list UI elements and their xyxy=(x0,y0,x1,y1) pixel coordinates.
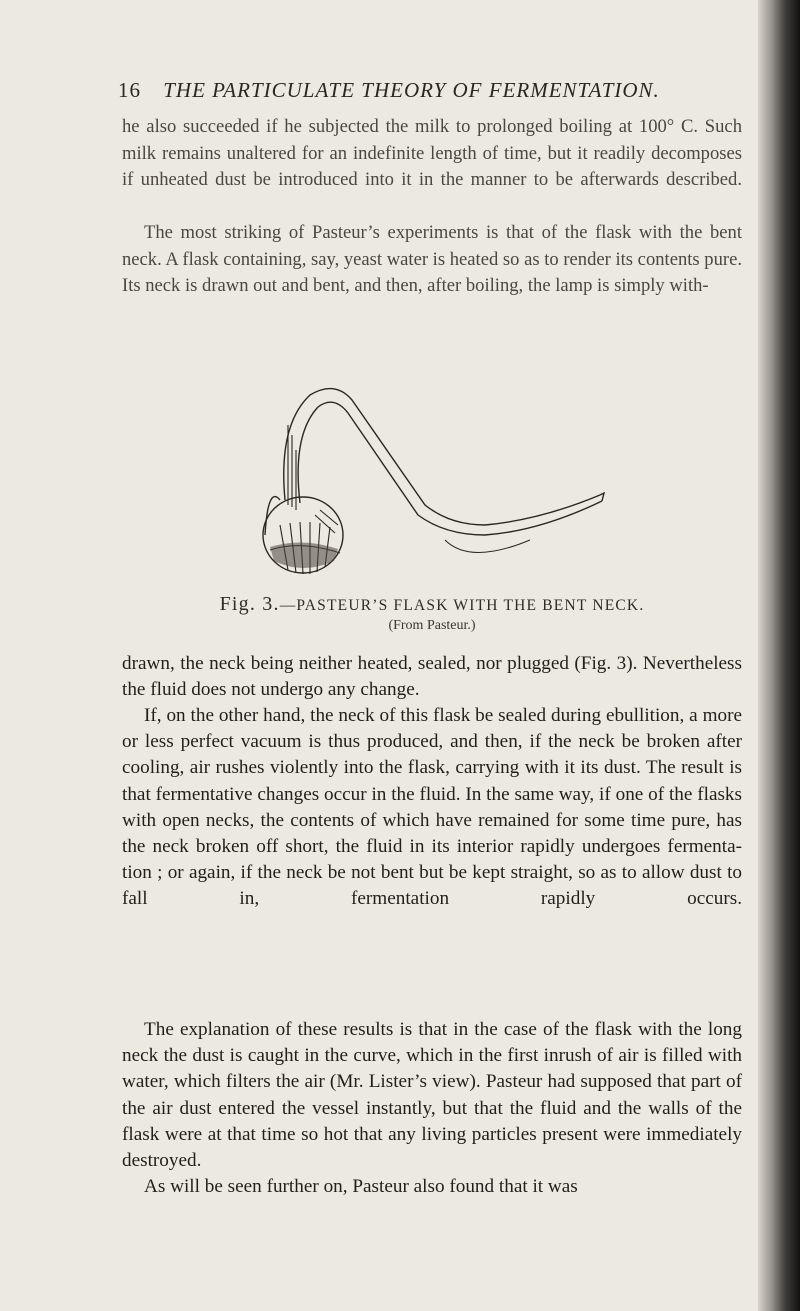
figure-caption-text: —PASTEUR’S FLASK WITH THE BENT NECK. xyxy=(279,597,645,614)
figure-label: Fig. 3. xyxy=(219,593,280,615)
page-number: 16 xyxy=(118,78,141,102)
paragraph-bottom-2: If, on the other hand, the neck of this flask be sealed during ebullition, a more or less perfect vacuum is thus produced, and then, if the neck be broken after cooling, air rushes violently into the flask, carrying with it its dust. The result is that fermentative changes occur in the fluid. In the same way, if one of the flasks with open necks, the contents of which have remained for some time pure, has the neck broken off short, the fluid in its interior rapidly undergoes fermenta- tion ; or again, if the neck be not bent but be kept straight, so as to allow dust to fall in, fermentation rapidly occurs. xyxy=(122,705,742,910)
figure-source: (From Pasteur.) xyxy=(388,618,476,633)
paragraph-bottom-4: As will be seen further on, Pasteur also found that it was xyxy=(144,1176,578,1197)
running-title: THE PARTICULATE THEORY OF FERMENTATION. xyxy=(163,78,660,102)
paragraph-top-1: he also succeeded if he subjected the milk to prolonged boiling at 100° C. Such milk remains unaltered for an indefinite length of time, but it readily decomposes if unheated dust be introduced into it in the manner to be afterwards described. xyxy=(122,116,742,191)
paragraph-bottom-3: The explanation of these results is that in the case of the flask with the long neck the dust is caught in the curve, which in the first inrush of air is filled with water, which filters the air (Mr. Lister’s view). Pasteur had supposed that part of the air dust entered the vessel instantly, but that the fluid and the walls of the flask were at that time so hot that any living particles present were immediately destroyed. xyxy=(122,1019,742,1172)
book-spine-shadow xyxy=(758,0,800,1311)
figure-caption xyxy=(122,593,742,616)
paragraph-top-2: The most striking of Pasteur’s experiments is that of the flask with the bent neck. A flask containing, say, yeast water is heated so as to render its contents pure. Its neck is drawn out and bent, and then, after boiling, the lamp is simply with- xyxy=(122,222,742,297)
flask-illustration xyxy=(240,365,620,595)
paragraph-bottom-1: drawn, the neck being neither heated, sealed, nor plugged (Fig. 3). Nevertheless the fluid does not undergo any change. xyxy=(122,653,742,701)
running-header xyxy=(118,78,738,103)
